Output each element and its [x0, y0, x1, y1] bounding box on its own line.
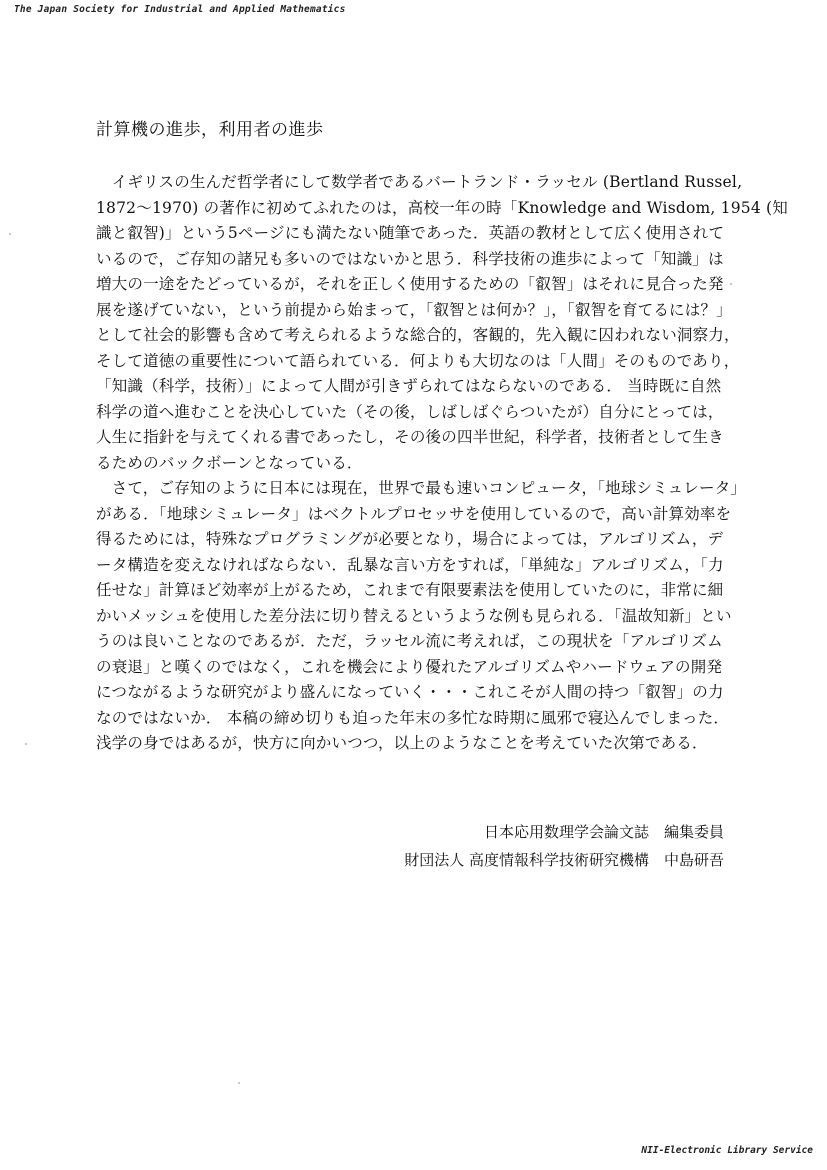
- author-signature: [404, 818, 724, 874]
- body-line: 識と叡智)」という5ページにも満たない随筆であった．英語の教材として広く使用されて: [96, 224, 725, 242]
- editorial-role: 日本応用数理学会論文誌 編集委員: [483, 823, 724, 841]
- article-body: [96, 170, 788, 757]
- body-line: 得るためには，特殊なプログラミングが必要となり，場合によっては，アルゴリズム，デ: [96, 530, 724, 548]
- body-line: なのではないか． 本稿の締め切りも迫った年末の多忙な時期に風邪で寝込んでしまった．: [96, 708, 730, 727]
- body-line: 展を遂げていない，という前提から始まって，「叡智とは何か？」，「叡智を育てるには？」: [96, 300, 732, 319]
- article-title: 計算機の進歩，利用者の進歩: [96, 120, 324, 140]
- body-line: ータ構造を変えなければならない．乱暴な言い方をすれば，「単純な」アルゴリズム，「力: [96, 555, 724, 574]
- body-line: 1872〜1970) の著作に初めてふれたのは，高校一年の時「Knowledge and Wisdom, 1954 (知: [96, 198, 788, 217]
- body-line: うのは良いことなのであるが．ただ，ラッセル流に考えれば，この現状を「アルゴリズム: [96, 632, 723, 650]
- library-service-footer: NII-Electronic Library Service: [641, 1145, 813, 1156]
- body-line: として社会的影響も含めて考えられるような総合的，客観的，先入観に囚われない洞察力，: [96, 326, 740, 344]
- body-line: につながるような研究がより盛んになっていく・・・これこそが人間の持つ「叡智」の力: [96, 683, 724, 701]
- body-line: イギリスの生んだ哲学者にして数学者であるバートランド・ラッセル (Bertland Russel,: [96, 173, 743, 191]
- scan-speck: [9, 233, 11, 235]
- society-header: The Japan Society for Industrial and Applied Mathematics: [14, 4, 346, 15]
- scan-speck: [25, 743, 27, 745]
- body-line: 任せな」計算ほど効率が上がるため，これまで有限要素法を使用していたのに，非常に細: [96, 581, 724, 599]
- author-affiliation: 財団法人 高度情報科学技術研究機構 中島研吾: [404, 851, 724, 869]
- scan-speck: [238, 1082, 240, 1084]
- body-line: いるので，ご存知の諸兄も多いのではないかと思う．科学技術の進歩によって「知識」は: [96, 249, 724, 268]
- body-line: 人生に指針を与えてくれる書であったし，その後の四半世紀，科学者，技術者として生き: [96, 428, 724, 446]
- body-line: 「知識（科学，技術）」によって人間が引きずられてはならないのである． 当時既に自然: [96, 377, 722, 395]
- body-line: そして道徳の重要性について語られている．何よりも大切なのは「人間」そのものであり，: [96, 351, 740, 370]
- body-line: 増大の一途をたどっているが，それを正しく使用するための「叡智」はそれに見合った発: [96, 275, 724, 293]
- body-line: さて，ご存知のように日本には現在，世界で最も速いコンピュータ，「地球シミュレータ」: [96, 479, 747, 497]
- body-line: かいメッシュを使用した差分法に切り替えるというような例も見られる．「温故知新」とい: [96, 606, 732, 625]
- body-line: 科学の道へ進むことを決心していた（その後，しばしばぐらついたが）自分にとっては，: [96, 402, 724, 421]
- body-line: がある．「地球シミュレータ」はベクトルプロセッサを使用しているので，高い計算効率を: [96, 504, 732, 523]
- body-line: 浅学の身ではあるが，快方に向かいつつ，以上のようなことを考えていた次第である．: [96, 734, 708, 752]
- body-line: の衰退」と嘆くのではなく，これを機会により優れたアルゴリズムやハードウェアの開発: [96, 657, 723, 676]
- scan-speck: [730, 283, 732, 285]
- body-line: るためのバックボーンとなっている．: [96, 453, 363, 472]
